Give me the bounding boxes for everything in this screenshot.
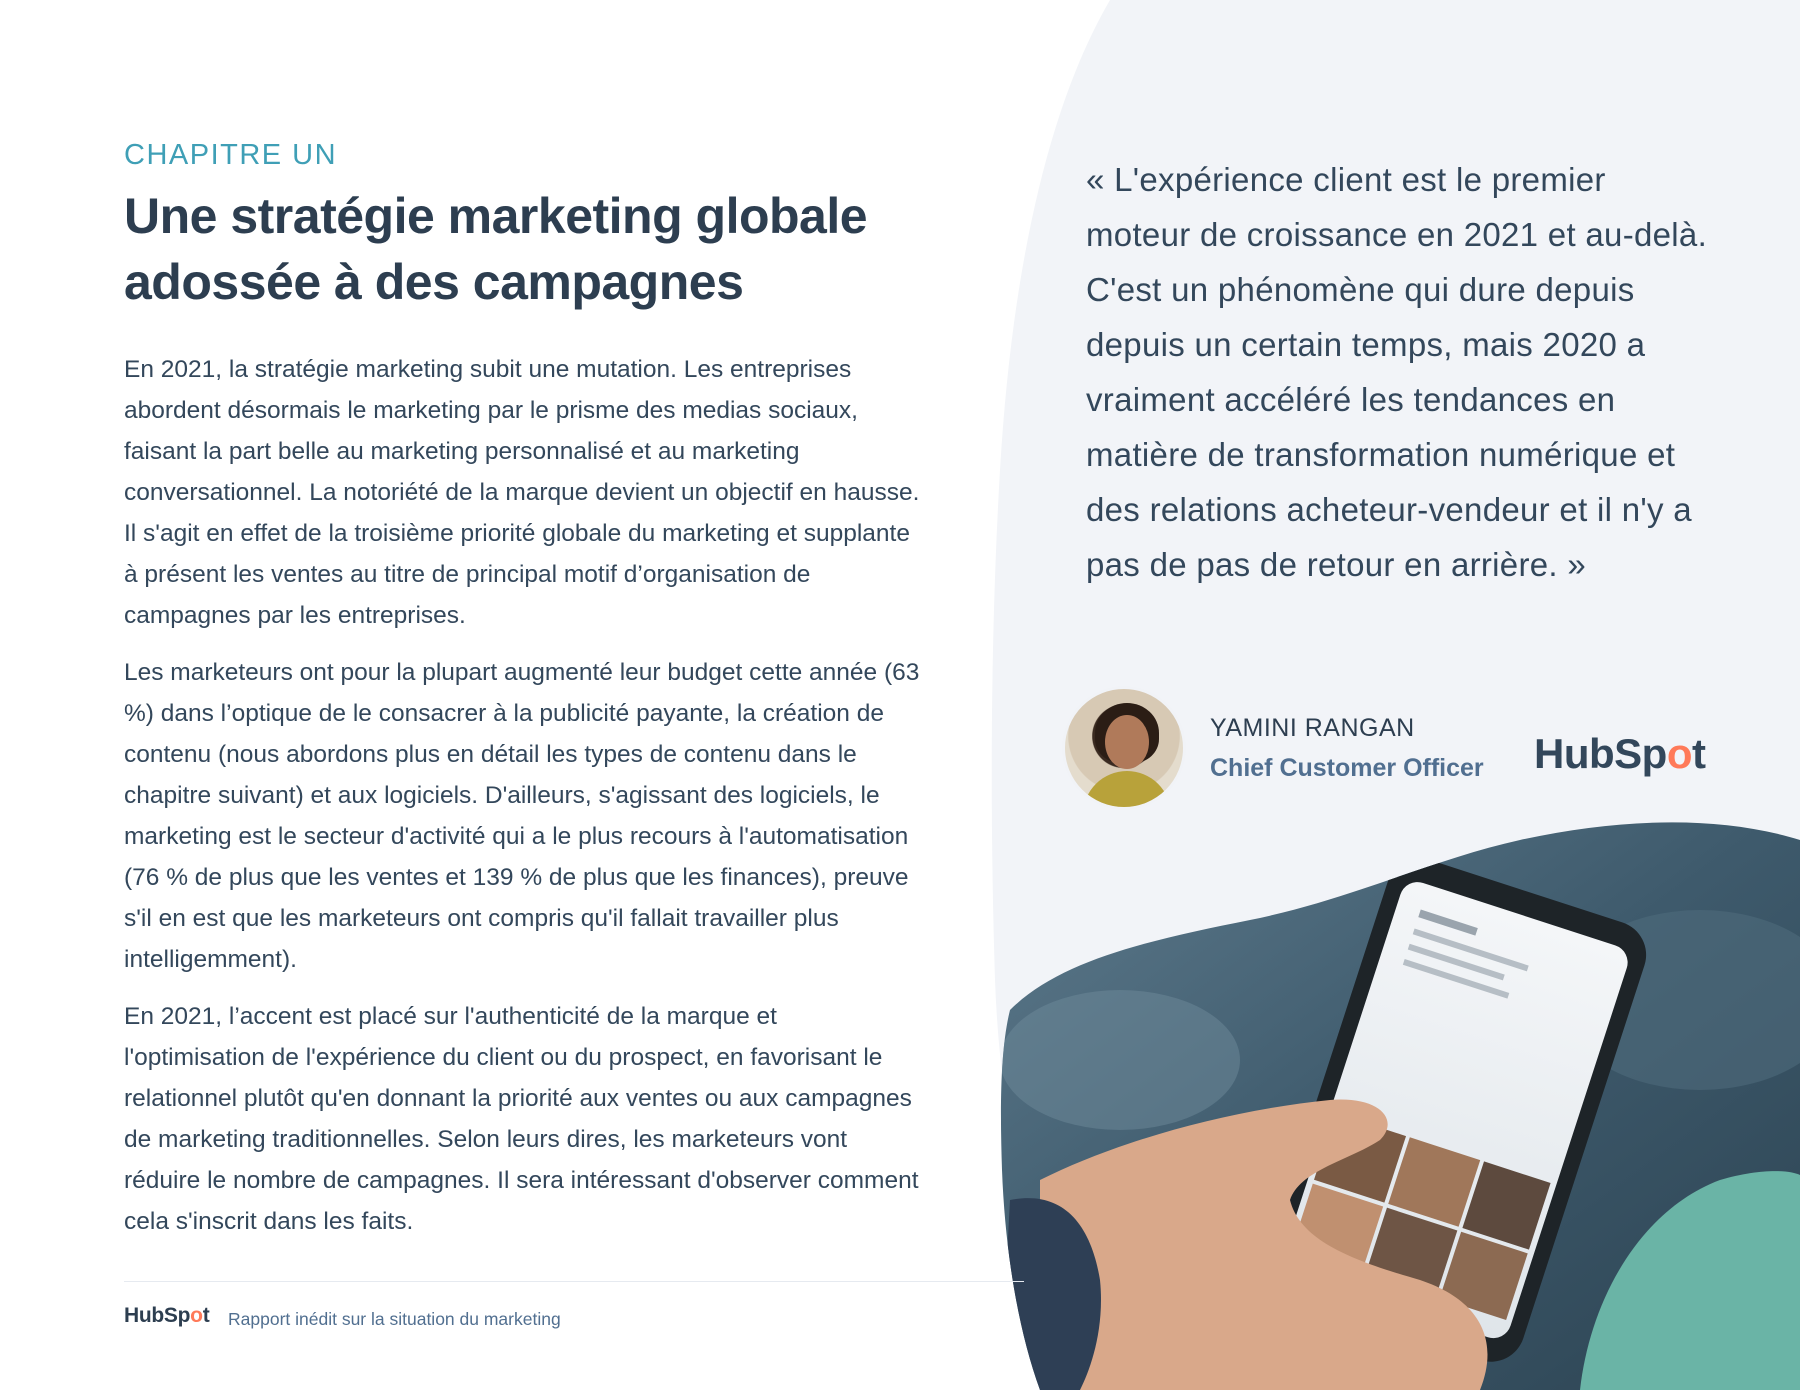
footer-sprocket-icon: o — [190, 1304, 203, 1327]
chapter-label: CHAPITRE UN — [124, 139, 338, 171]
page-title — [124, 183, 924, 315]
body-paragraph-1: En 2021, la stratégie marketing subit une mutation. Les entreprises abordent désormais le marketing par le prisme des medias sociaux, faisant la part belle au marketing personnalisé et au marketing conversationnel. La notoriété de la marque devient un objectif en hausse. Il s'agit en effet de la troisième priorité globale du marketing et supplante à présent les ventes au titre de principal motif d’organisation de campagnes par les entreprises. — [124, 355, 920, 629]
logo-text-start: HubSp — [1534, 730, 1667, 777]
logo-text-end: t — [1691, 730, 1706, 777]
hubspot-logo — [1534, 730, 1705, 778]
author-name: YAMINI RANGAN — [1210, 714, 1415, 742]
footer-divider — [124, 1281, 1024, 1282]
author-avatar — [1062, 686, 1186, 810]
title-line-1: Une stratégie marketing globale — [124, 187, 868, 244]
footer-logo-end: t — [202, 1304, 210, 1327]
article-column — [124, 138, 924, 1242]
sprocket-icon: o — [1666, 730, 1692, 777]
body-paragraph-2: Les marketeurs ont pour la plupart augmenté leur budget cette année (63 %) dans l’optique de le consacrer à la publicité payante, la création de contenu (nous abordons plus en détail les types de contenu dans le chapitre suivant) et aux logiciels. D'ailleurs, s'agissant des logiciels, le marketing est le secteur d'activité qui a le plus recours à l'automatisation (76 % de plus que les ventes et 139 % de plus que les finances), preuve s'il en est que les marketeurs ont compris qu'il fallait travailler plus intelligemment). — [124, 658, 920, 973]
pull-quote: « L'expérience client est le premier moteur de croissance en 2021 et au-delà. C'est un phénomène qui dure depuis depuis un certain temps, mais 2020 a vraiment accéléré les tendances en matière de transformation numérique et des relations acheteur-vendeur et il n'y a pas de pas de retour en arrière. » — [1086, 161, 1708, 583]
footer-hubspot-logo — [124, 1304, 209, 1328]
title-line-2: adossée à des campagnes — [124, 253, 744, 310]
footer-report-title: Rapport inédit sur la situation du marketing — [228, 1309, 561, 1329]
author-role: Chief Customer Officer — [1210, 754, 1484, 782]
quote-attribution — [1062, 686, 1762, 806]
body-paragraph-3: En 2021, l’accent est placé sur l'authenticité de la marque et l'optimisation de l'expérience du client ou du prospect, en favorisant le relationnel plutôt qu'en donnant la priorité aux ventes ou aux campagnes de marketing traditionnelles. Selon leurs dires, les marketeurs vont réduire le nombre de campagnes. Il sera intéressant d'observer comment cela s'inscrit dans les faits. — [124, 1002, 919, 1235]
footer-logo-start: HubSp — [124, 1304, 191, 1327]
